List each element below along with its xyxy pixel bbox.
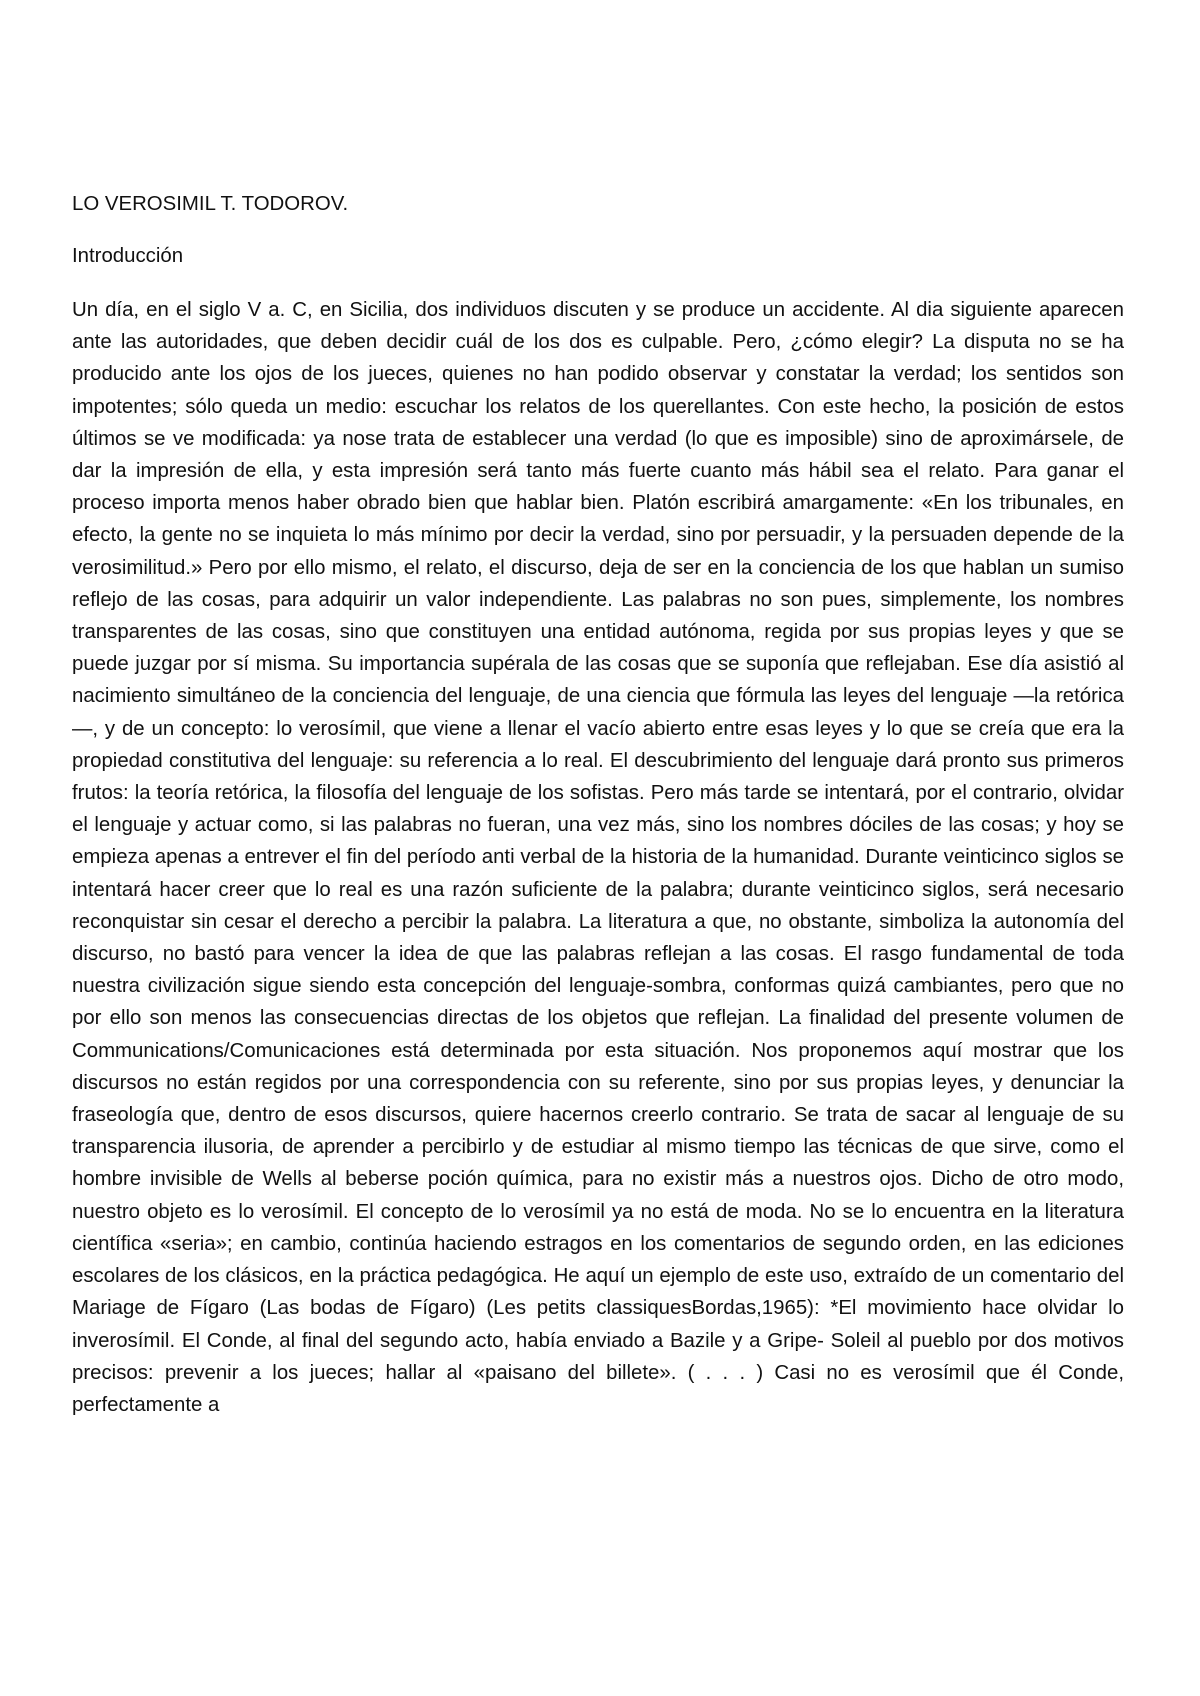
document-title: LO VEROSIMIL T. TODOROV. <box>72 193 349 215</box>
document-content <box>72 190 1124 1421</box>
body-paragraph: Un día, en el siglo V a. C, en Sicilia, dos individuos discuten y se produce un accidente. Al dia siguiente aparecen ante las autoridades, que deben decidir cuál de los dos es culpable. Pero, ¿cómo elegir? La disputa no se ha producido ante los ojos de los jueces, quienes no han podido observar y constatar la verdad; los sentidos son impotentes; sólo queda un medio: escuchar los relatos de los querellantes. Con este hecho, la posición de estos últimos se ve modificada: ya nose trata de establecer una verdad (lo que es imposible) sino de aproximársele, de dar la impresión de ella, y esta impresión será tanto más fuerte cuanto más hábil sea el relato. Para ganar el proceso importa menos haber obrado bien que hablar bien. Platón escribirá amargamente: «En los tribunales, en efecto, la gente no se inquieta lo más mínimo por decir la verdad, sino por persuadir, y la persuaden depende de la verosimilitud.» Pero por ello mismo, el relato, el discurso, deja de ser en la conciencia de los que hablan un sumiso reflejo de las cosas, para adquirir un valor independiente. Las palabras no son pues, simplemente, los nombres transparentes de las cosas, sino que constituyen una entidad autónoma, regida por sus propias leyes y que se puede juzgar por sí misma. Su importancia supérala de las cosas que se suponía que reflejaban. Ese día asistió al nacimiento simultáneo de la conciencia del lenguaje, de una ciencia que fórmula las leyes del lenguaje —la retórica—, y de un concepto: lo verosímil, que viene a llenar el vacío abierto entre esas leyes y lo que se creía que era la propiedad constitutiva del lenguaje: su referencia a lo real. El descubrimiento del lenguaje dará pronto sus primeros frutos: la teoría retórica, la filosofía del lenguaje de los sofistas. Pero más tarde se intentará, por el contrario, olvidar el lenguaje y actuar como, si las palabras no fueran, una vez más, sino los nombres dóciles de las cosas; y hoy se empieza apenas a entrever el fin del período anti verbal de la historia de la humanidad. Durante veinticinco siglos se intentará hacer creer que lo real es una razón suficiente de la palabra; durante veinticinco siglos, será necesario reconquistar sin cesar el derecho a percibir la palabra. La literatura a que, no obstante, simboliza la autonomía del discurso, no bastó para vencer la idea de que las palabras reflejan a las cosas. El rasgo fundamental de toda nuestra civilización sigue siendo esta concepción del lenguaje-sombra, conformas quizá cambiantes, pero que no por ello son menos las consecuencias directas de los objetos que reflejan. La finalidad del presente volumen de Communications/Comunicaciones está determinada por esta situación. Nos proponemos aquí mostrar que los discursos no están regidos por una correspondencia con su referente, sino por sus propias leyes, y denunciar la fraseología que, dentro de esos discursos, quiere hacernos creerlo contrario. Se trata de sacar al lenguaje de su transparencia ilusoria, de aprender a percibirlo y de estudiar al mismo tiempo las técnicas de que sirve, como el hombre invisible de Wells al beberse poción química, para no existir más a nuestros ojos. Dicho de otro modo, nuestro objeto es lo verosímil. El concepto de lo verosímil ya no está de moda. No se lo encuentra en la literatura científica «seria»; en cambio, continúa haciendo estragos en los comentarios de segundo orden, en las ediciones escolares de los clásicos, en la práctica pedagógica. He aquí un ejemplo de este uso, extraído de un comentario del Mariage de Fígaro (Las bodas de Fígaro) (Les petits classiquesBordas,1965): *El movimiento hace olvidar lo inverosímil. El Conde, al final del segundo acto, había enviado a Bazile y a Gripe- Soleil al pueblo por dos motivos precisos: prevenir a los jueces; hallar al «paisano del billete». ( . . . ) Casi no es verosímil que él Conde, perfectamente a <box>72 299 1124 1416</box>
section-heading: Introducción <box>72 245 184 267</box>
